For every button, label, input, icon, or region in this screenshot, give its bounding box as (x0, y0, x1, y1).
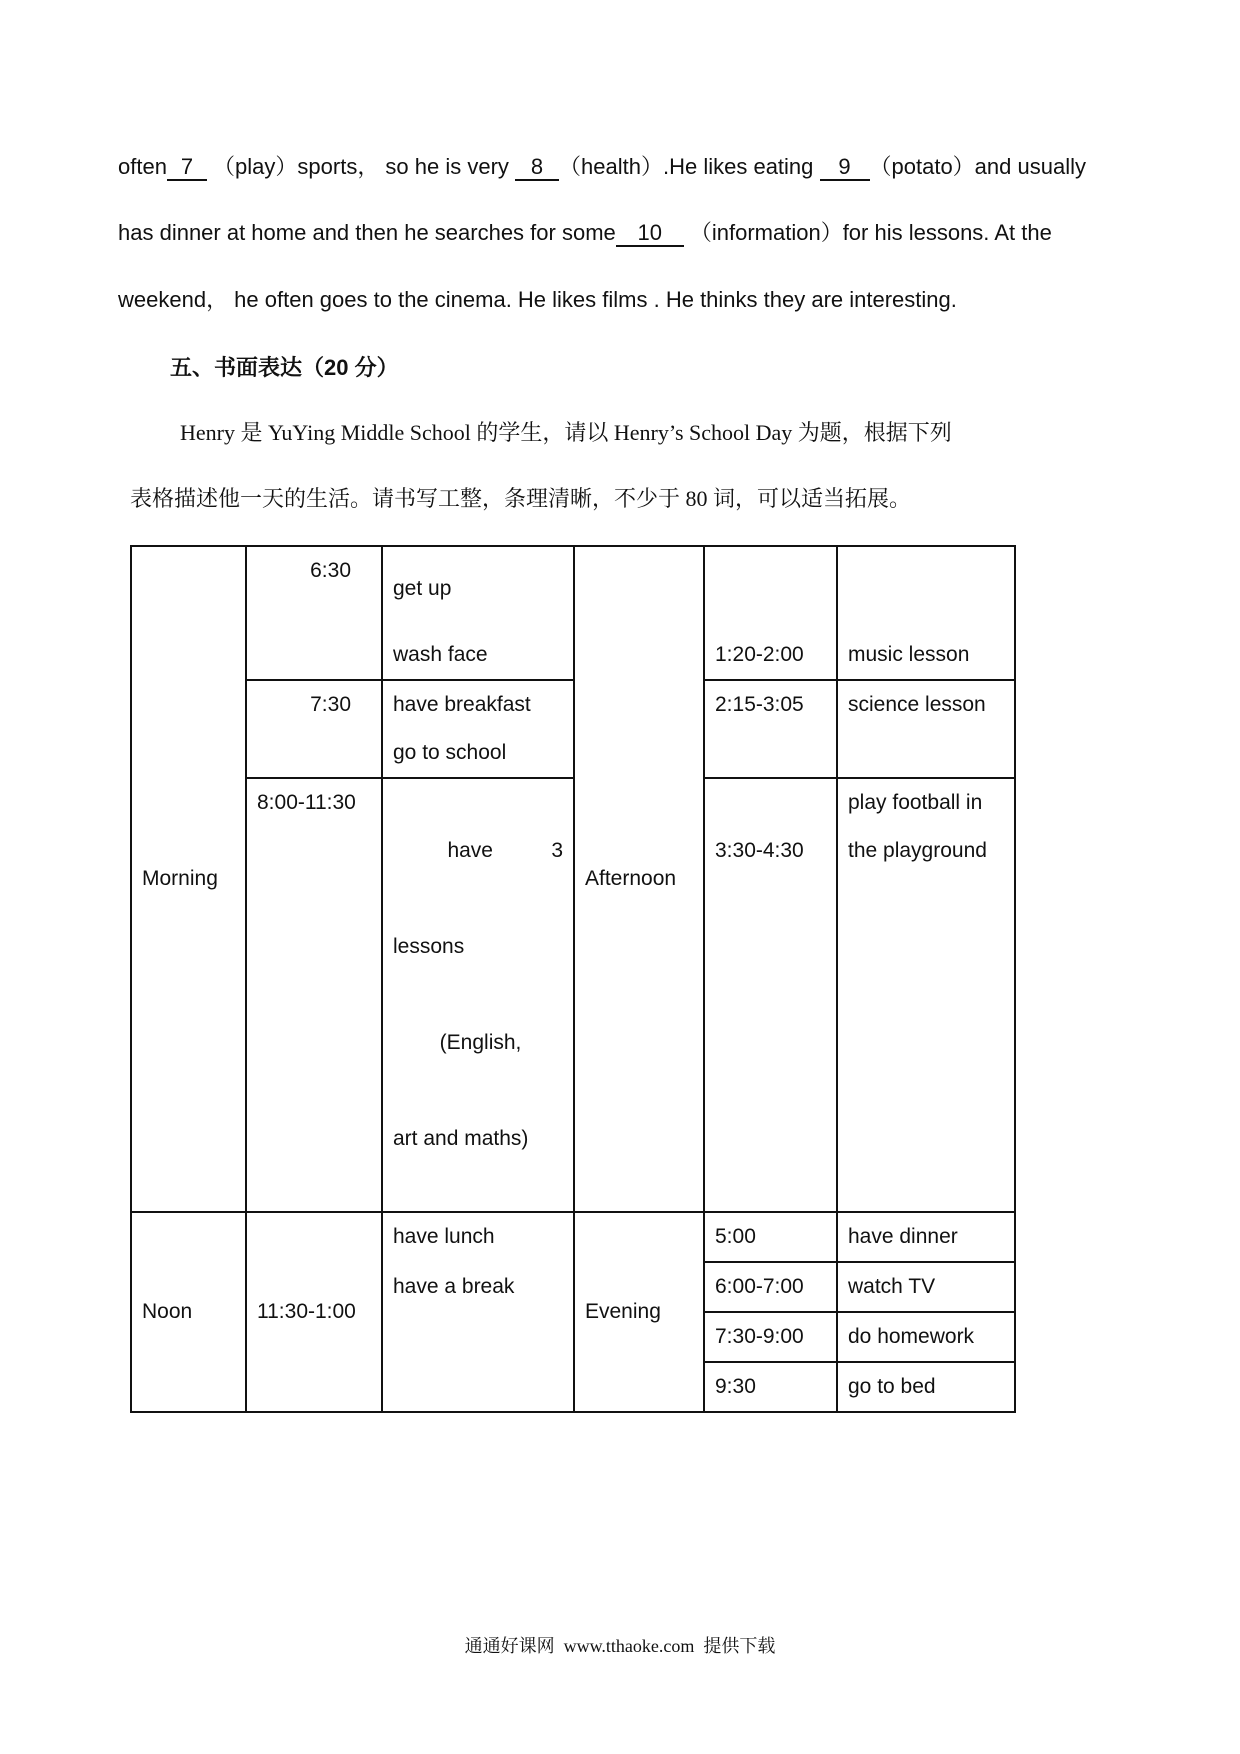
noon-activity-cell: have lunch have a break (382, 1212, 574, 1412)
afternoon-activity-1: music lesson (837, 546, 1015, 680)
blank-8: 8 (515, 155, 559, 181)
morning-time-3: 8:00-11:30 (246, 778, 382, 1212)
evening-time-1: 5:00 (704, 1212, 837, 1262)
blank-9: 9 (820, 155, 870, 181)
passage-line-2: has dinner at home and then he searches for some 10 （information）for his lessons. At the (118, 220, 1052, 245)
footer-url-link[interactable]: www.tthaoke.com (563, 1636, 695, 1656)
evening-time-4: 9:30 (704, 1362, 837, 1412)
morning-activity-3: have 3 lessons (English, art and maths) (382, 778, 574, 1212)
morning-time-1: 6:30 (246, 546, 382, 680)
afternoon-time-3: 3:30-4:30 (704, 778, 837, 1212)
noon-time-cell: 11:30-1:00 (246, 1212, 382, 1412)
passage-line-3: weekend， he often goes to the cinema. He likes films . He thinks they are interesting. (118, 287, 957, 312)
schedule-table (130, 545, 1016, 1413)
afternoon-activity-3: play football in the playground (837, 778, 1015, 1212)
evening-label-cell: Evening (574, 1212, 704, 1412)
noon-label-cell: Noon (131, 1212, 246, 1412)
prompt-line-2: 表格描述他一天的生活。请书写工整，条理清晰，不少于 80 词，可以适当拓展。 (130, 486, 912, 511)
morning-label-cell: Morning (131, 546, 246, 1212)
evening-activity-1: have dinner (837, 1212, 1015, 1262)
blank-10: 10 (616, 221, 684, 247)
evening-activity-4: go to bed (837, 1362, 1015, 1412)
afternoon-label-cell: Afternoon (574, 546, 704, 1212)
prompt-line-1: Henry 是 YuYing Middle School 的学生，请以 Henry’s School Day 为题，根据下列 (180, 420, 952, 445)
evening-activity-2: watch TV (837, 1262, 1015, 1312)
afternoon-time-1: 1:20-2:00 (704, 546, 837, 680)
page-footer: 通通好课网 www.tthaoke.com 提供下载 (464, 1636, 776, 1656)
afternoon-time-2: 2:15-3:05 (704, 680, 837, 778)
blank-7: 7 (167, 155, 207, 181)
evening-time-2: 6:00-7:00 (704, 1262, 837, 1312)
evening-time-3: 7:30-9:00 (704, 1312, 837, 1362)
morning-time-2: 7:30 (246, 680, 382, 778)
section-heading: 五、书面表达（20 分） (170, 355, 399, 380)
morning-activity-2: have breakfast go to school (382, 680, 574, 778)
evening-activity-3: do homework (837, 1312, 1015, 1362)
passage-line-1: often 7 （play）sports， so he is very 8 （health）.He likes eating 9 （potato）and usually (118, 154, 1086, 179)
afternoon-activity-2: science lesson (837, 680, 1015, 778)
morning-activity-1: get up wash face (382, 546, 574, 680)
